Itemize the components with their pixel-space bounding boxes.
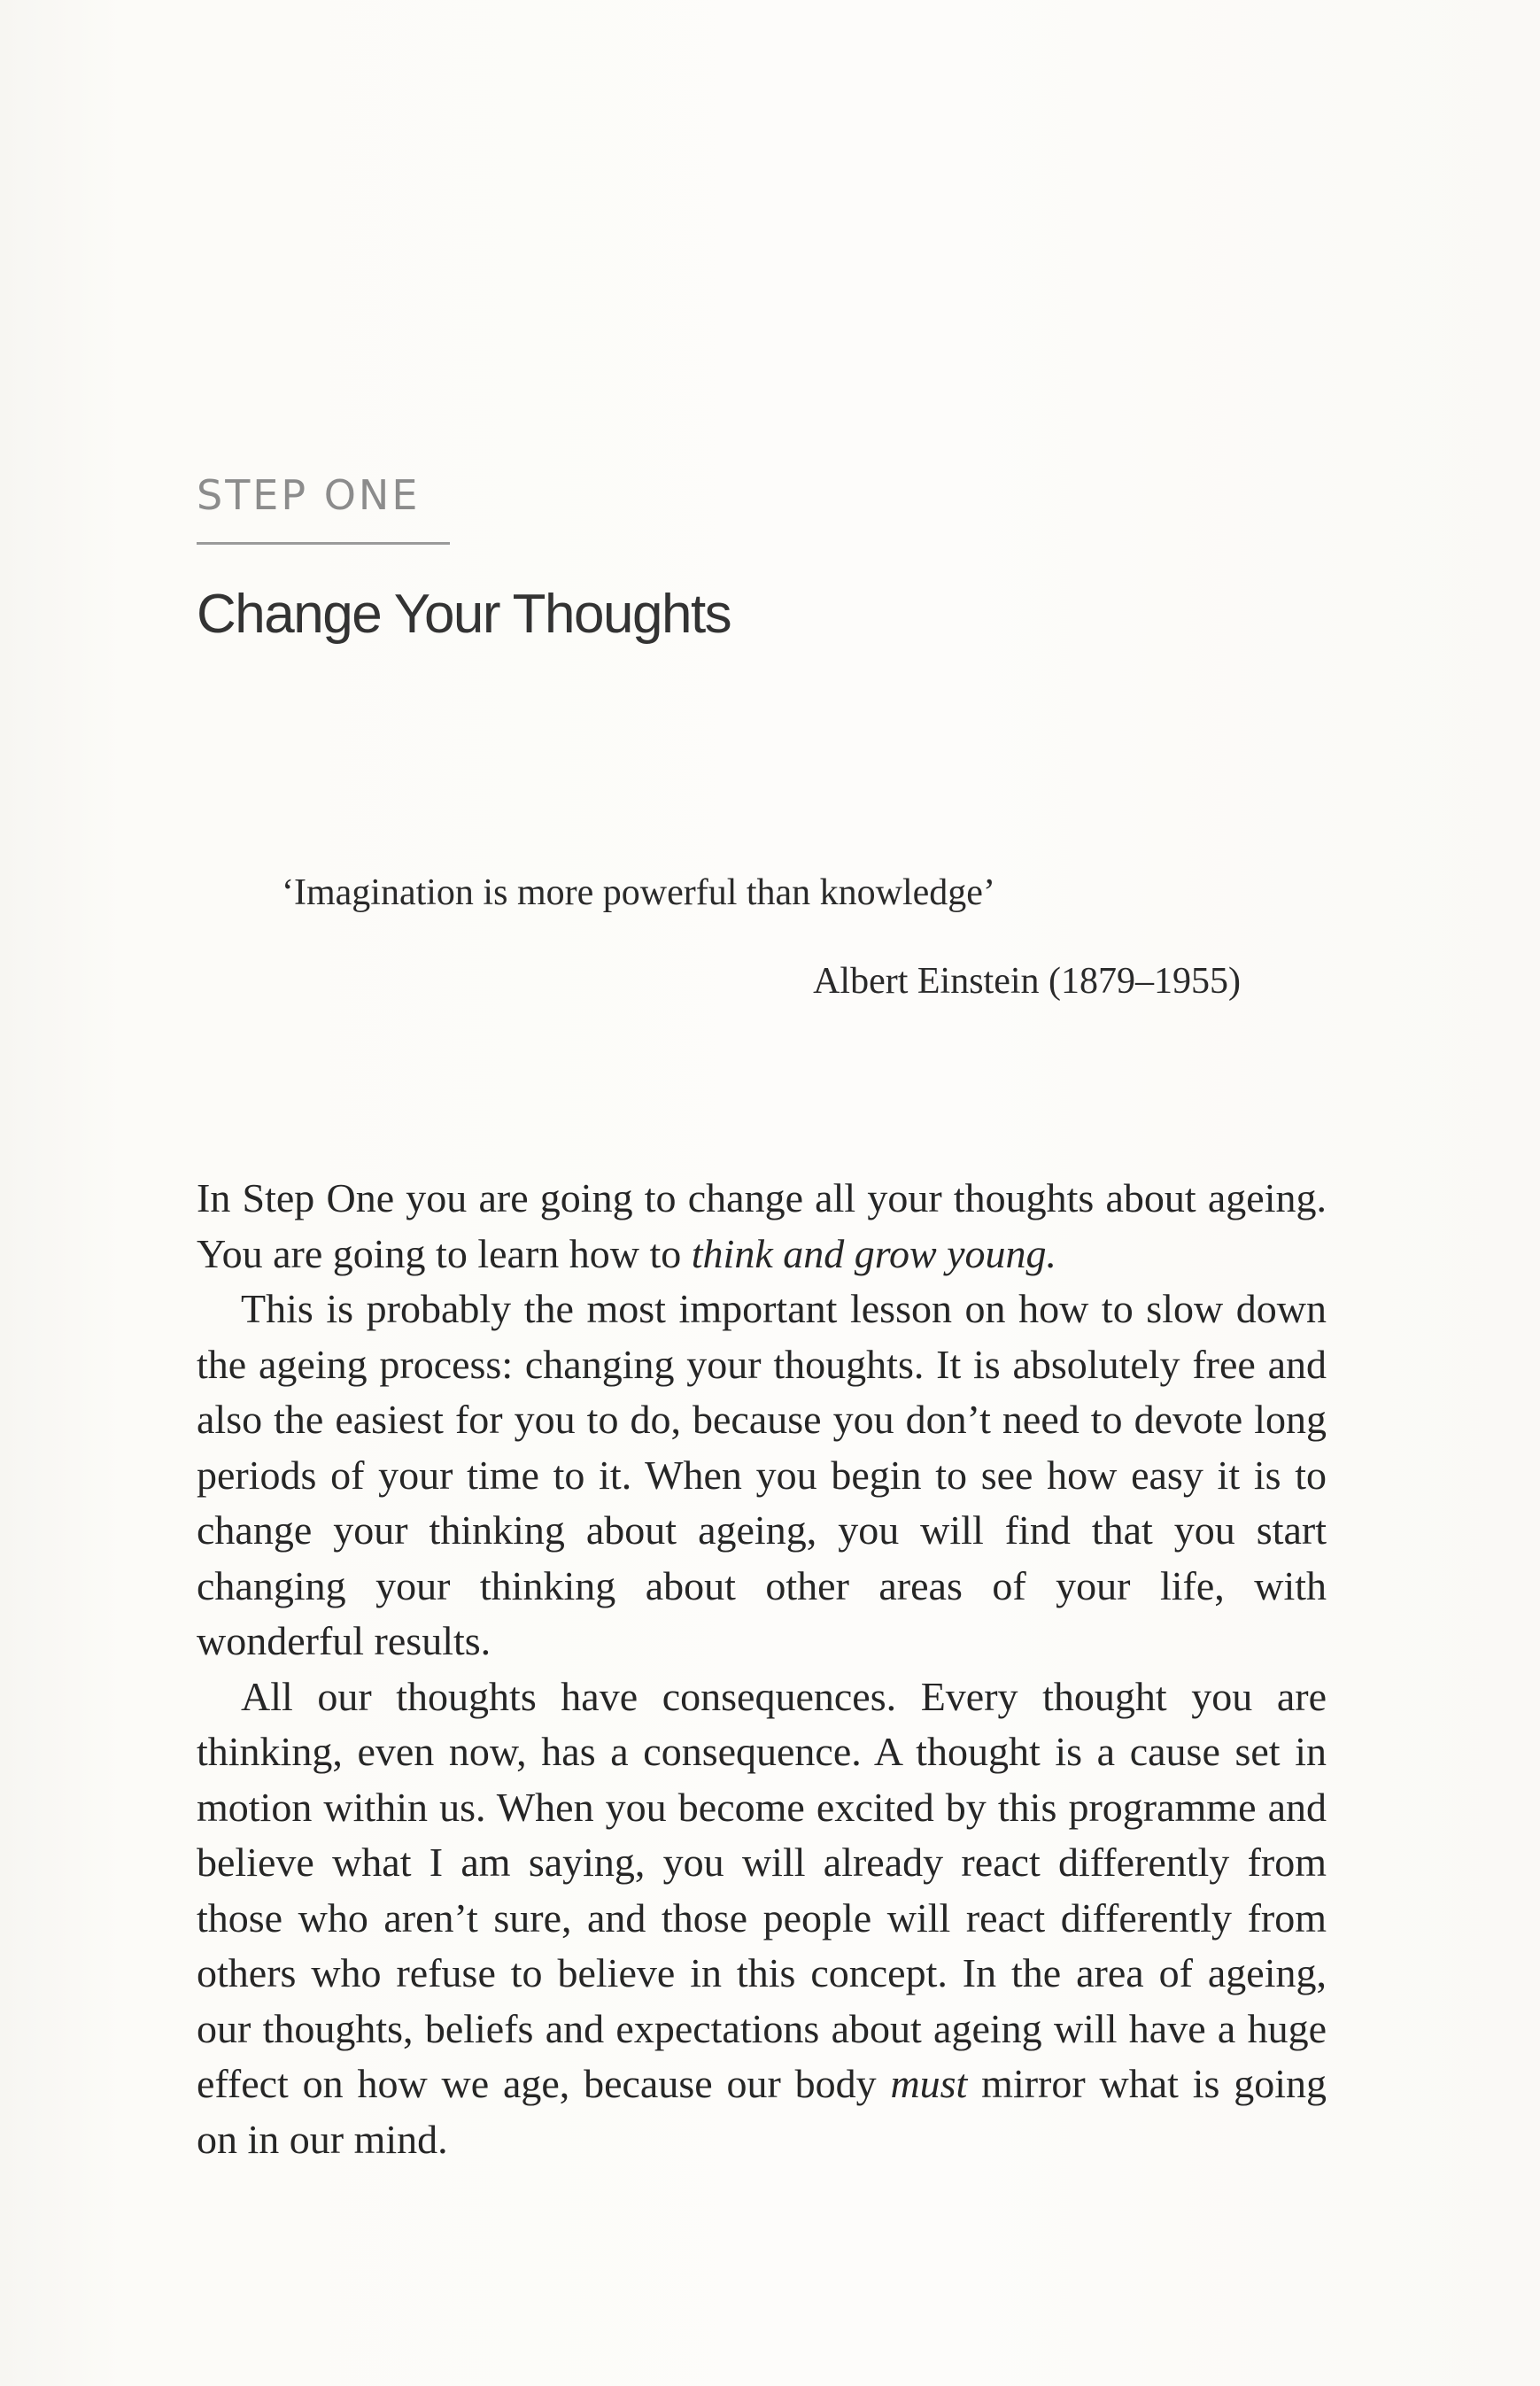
- step-label: STEP ONE: [197, 471, 421, 519]
- paragraph-3-end: mirror what is going on in our mind.: [197, 2061, 1327, 2162]
- paragraph-3: [197, 1669, 1327, 2168]
- chapter-title: Change Your Thoughts: [197, 584, 731, 645]
- paragraph-3-text: All our thoughts have consequences. Every thought you are thinking, even now, has a consequence. A thought is a cause set in motion within us. When you become excited by this programme and believe what I am saying, you will already react differently from those who aren’t sure, and those people will react differently from others who refuse to believe in this concept. In the area of ageing, our thoughts, beliefs and expectations about ageing will have a huge effect on how we age, because our body: [197, 1673, 1327, 2106]
- step-label-underline: [197, 542, 450, 545]
- paragraph-1-emphasis: think and grow young.: [691, 1230, 1057, 1276]
- paragraph-2: This is probably the most important lesson on how to slow down the ageing process: changing your thoughts. It is absolutely free and also the easiest for you to do, because you don’t need to devote long periods of your time to it. When you begin to see how easy it is to change your thinking about ageing, you will find that you start changing your thinking about other areas of your life, with wonderful results.: [197, 1286, 1327, 1663]
- paragraph-3-emphasis: must: [890, 2061, 968, 2106]
- body-text: [197, 1171, 1327, 2167]
- paragraph-1: [197, 1171, 1327, 1282]
- paragraph-1-text: In Step One you are going to change all your thoughts about ageing. You are going to learn how to: [197, 1175, 1327, 1276]
- epigraph-attribution: Albert Einstein (1879–1955): [813, 961, 1241, 1002]
- epigraph-quote: ‘Imagination is more powerful than knowledge’: [282, 872, 995, 913]
